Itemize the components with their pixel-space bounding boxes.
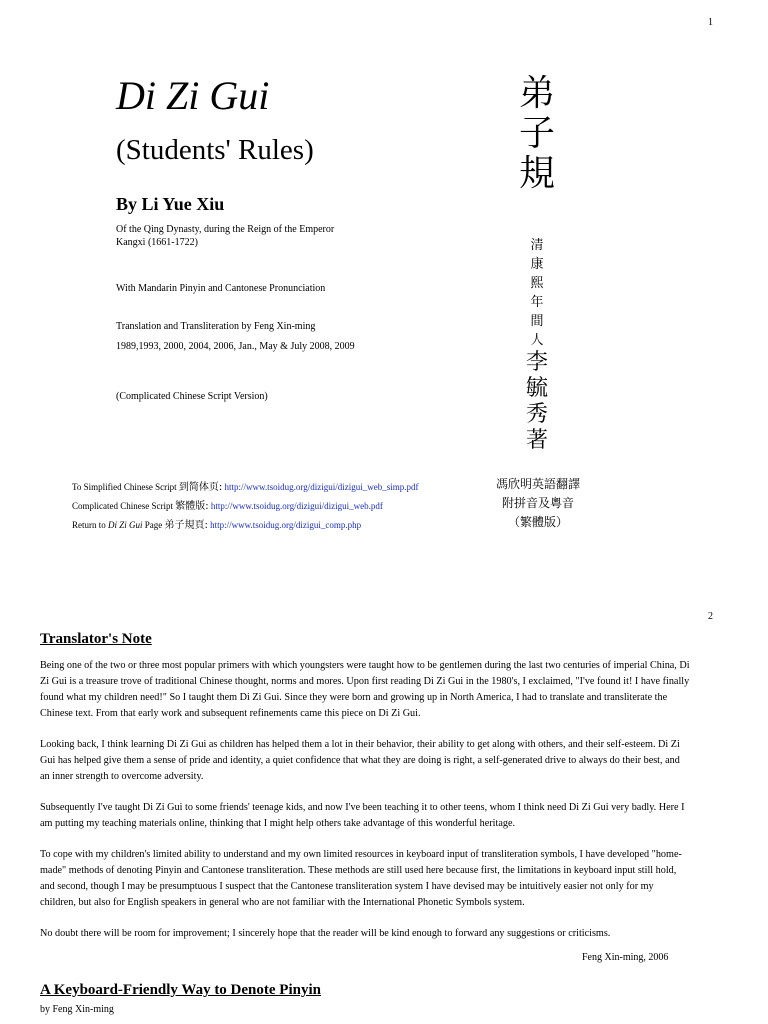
cjk-author-name-char: 李 xyxy=(525,350,548,375)
link-prefix: Complicated Chinese Script xyxy=(72,501,176,511)
link-cjk-label: 繁體版: xyxy=(175,501,209,512)
translation-credit: Translation and Transliteration by Feng Xin-ming xyxy=(116,321,316,332)
note-signature: Feng Xin-ming, 2006 xyxy=(582,952,669,963)
cjk-translator-line: 馮欣明英語翻譯 xyxy=(495,477,580,491)
cjk-author-column xyxy=(522,236,552,454)
document-title: Di Zi Gui xyxy=(116,73,270,118)
cjk-title-column xyxy=(515,74,559,194)
cjk-author-char: 熙 xyxy=(530,276,544,291)
return-page-link[interactable]: http://www.tsoidug.org/dizigui_comp.php xyxy=(210,520,362,530)
cjk-author-char: 年 xyxy=(530,295,544,310)
cjk-author-char: 清 xyxy=(530,238,544,253)
link-row-complicated xyxy=(72,497,492,516)
cjk-pinyin-line: 附拼音及粵音 xyxy=(501,496,574,510)
document-subtitle: (Students' Rules) xyxy=(116,134,314,166)
link-italic-title: Di Zi Gui xyxy=(108,520,143,530)
note-paragraph: Subsequently I've taught Di Zi Gui to some friends' teenage kids, and now I've been teaching it to other teens, whom I think need Di Zi Gui very badly. Here I am putting my teaching materials online, thinking that I might help others take advantage of this wonderful heritage. xyxy=(40,802,685,829)
dynasty-line-1: Of the Qing Dynasty, during the Reign of the Emperor xyxy=(116,224,335,235)
cjk-author-char: 人 xyxy=(530,333,544,348)
pinyin-section-byline: by Feng Xin-ming xyxy=(40,1004,114,1015)
cjk-translation-note xyxy=(483,475,593,532)
complicated-script-link[interactable]: http://www.tsoidug.org/dizigui/dizigui_web.pdf xyxy=(210,501,383,511)
link-cjk-label: 到简体页: xyxy=(178,482,223,493)
note-paragraph: To cope with my children's limited ability to understand and my own limited resources in keyboard input of transliteration symbols, I have developed "home-made" methods of denoting Pinyin and Cantonese transliteration. These methods are still used here because first, the limitations in keyboard input still hold, and second, though I may be presumptuous I suspect that the Cantonese transliteration system I have devised may be intuitively easier not only for my children, but also for English speakers in general who are not familiar with the International Phonetic Symbols system. xyxy=(40,849,682,908)
note-paragraph: Looking back, I think learning Di Zi Gui as children has helped them a lot in their behavior, their ability to get along with others, and their self-esteem. Di Zi Gui has helped give them a sense of pride and identity, a quiet confidence that what they are doing is right, a self-generated drive to always do their best, and an inner strength to overcome adversity. xyxy=(40,739,680,782)
link-cjk-label: 弟子規頁: xyxy=(164,520,208,531)
cjk-author-char: 康 xyxy=(530,257,544,272)
note-paragraph: Being one of the two or three most popular primers with which youngsters were taught how to be gentlemen during the last two centuries of imperial China, Di Zi Gui is a treasure trove of traditional Chinese thought, norms and mores. Upon first reading Di Zi Gui in the 1980's, I exclaimed, "I've found it! I have finally found what my children need!" So I taught them Di Zi Gui. Since they were born and growing up in North America, I had to translate and transliterate the Chinese text. From that early work and subsequent refinements came this piece on Di Zi Gui. xyxy=(40,660,690,719)
pronunciation-note: With Mandarin Pinyin and Cantonese Pronunciation xyxy=(116,283,326,294)
script-links xyxy=(72,478,492,535)
author-byline: By Li Yue Xiu xyxy=(116,194,225,214)
dynasty-note xyxy=(116,223,376,249)
translators-note-body xyxy=(40,658,690,942)
link-row-simplified xyxy=(72,478,492,497)
cjk-title-char: 弟 xyxy=(518,73,555,114)
link-prefix: To Simplified Chinese Script xyxy=(72,482,179,492)
simplified-script-link[interactable]: http://www.tsoidug.org/dizigui/dizigui_web_simp.pdf xyxy=(224,482,419,492)
cjk-version-line: （繁體版） xyxy=(507,515,568,529)
cjk-title-char: 規 xyxy=(518,153,555,194)
revision-dates: 1989,1993, 2000, 2004, 2006, Jan., May & July 2008, 2009 xyxy=(116,341,355,352)
dynasty-line-2: Kangxi (1661-1722) xyxy=(116,237,198,248)
cjk-author-name-char: 著 xyxy=(525,428,548,453)
cjk-author-char: 間 xyxy=(530,314,544,329)
cjk-title-char: 子 xyxy=(518,113,555,154)
cjk-author-name-char: 毓 xyxy=(525,376,548,401)
page-number: 2 xyxy=(708,611,713,622)
link-row-return xyxy=(72,516,492,535)
script-version: (Complicated Chinese Script Version) xyxy=(116,391,268,402)
translators-note-heading: Translator's Note xyxy=(40,631,152,647)
cjk-author-name-char: 秀 xyxy=(525,402,548,427)
pinyin-section-heading: A Keyboard-Friendly Way to Denote Pinyin xyxy=(40,982,321,998)
page-number: 1 xyxy=(708,17,713,28)
note-paragraph: No doubt there will be room for improvement; I sincerely hope that the reader will be kind enough to forward any suggestions or criticisms. xyxy=(40,928,611,939)
link-prefix: Return to xyxy=(72,520,108,530)
link-suffix: Page xyxy=(142,520,165,530)
